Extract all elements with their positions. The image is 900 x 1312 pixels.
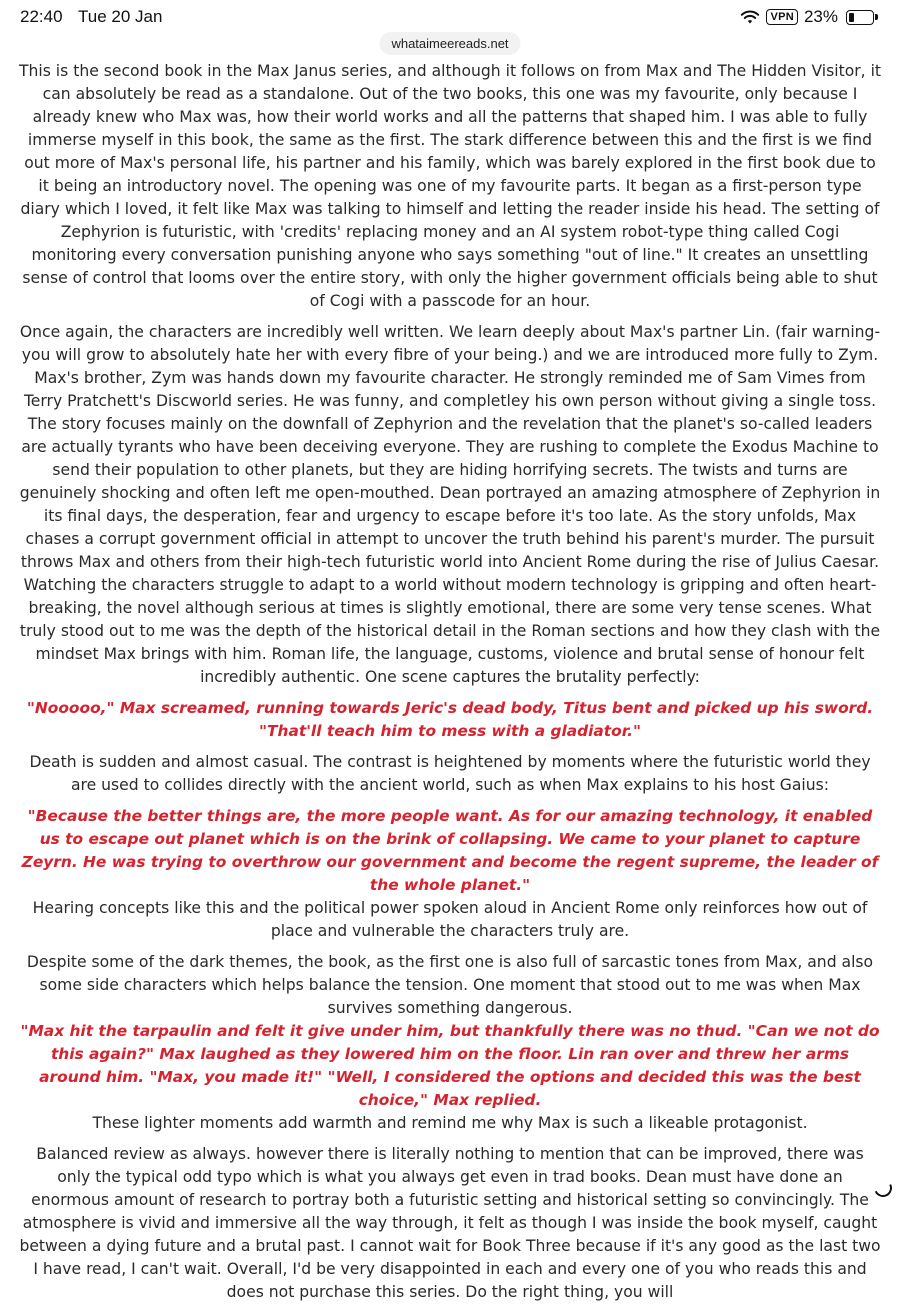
battery-icon (846, 10, 874, 25)
paragraph: Hearing concepts like this and the political power spoken aloud in Ancient Rome only reinforces how out of place and vulnerable the characters truly are. (32, 899, 868, 940)
book-quote: "Max hit the tarpaulin and felt it give under him, but thankfully there was no thud. "Can we not do this again?" Max laughed as they lowered him on the floor. Lin ran over and threw her arms around him. "Max, you made it!" "Well, I considered the options and decided this was the best choice," Max replied. (20, 1022, 880, 1109)
paragraph: Despite some of the dark themes, the book, as the first one is also full of sarcastic tones from Max, and also some side characters which helps balance the tension. One moment that stood out to me was when Max survives something dangerous. (26, 953, 874, 1017)
status-bar (0, 0, 900, 34)
article-body (18, 60, 882, 1312)
paragraph: These lighter moments add warmth and remind me why Max is such a likeable protagonist. (92, 1114, 808, 1132)
wifi-icon (740, 9, 760, 25)
paragraph: This is the second book in the Max Janus series, and although it follows on from Max and The Hidden Visitor, it can absolutely be read as a standalone. Out of the two books, this one was my favourite, only because I already knew who Max was, how their world works and all the patterns that shaped him. I was able to fully immerse myself in this book, the same as the first. The stark difference between this and the first is we find out more of Max's personal life, his partner and his family, which was barely explored in the first book due to it being an introductory novel. The opening was one of my favourite parts. It began as a first-person type diary which I loved, it felt like Max was talking to himself and letting the reader inside his head. The setting of Zephyrion is futuristic, with 'credits' replacing money and an AI system robot-type thing called Cogi monitoring every conversation punishing anyone who says something "out of line." It creates an unsettling sense of control that looms over the entire story, with only the higher government officials being able to shut of Cogi with a passcode for an hour. (18, 62, 882, 310)
battery-percent: 23% (803, 7, 838, 26)
book-quote: "Nooooo," Max screamed, running towards Jeric's dead body, Titus bent and picked up his sword. "That'll teach him to mess with a gladiator." (26, 699, 874, 740)
status-indicators (740, 7, 874, 27)
paragraph: Balanced review as always. however there is literally nothing to mention that can be improved, there was only the typical odd typo which is what you always get even in trad books. Dean must have done an enormous amount of research to portray both a futuristic setting and historical setting so convincingly. The atmosphere is vivid and immersive all the way through, it felt as though I was inside the book myself, caught between a dying future and a brutal past. I cannot wait for Book Three because if it's any good as the last two I have read, I can't wait. Overall, I'd be very disappointed in each and every one of you who reads this and does not purchase this series. Do the right thing, you will (19, 1145, 881, 1301)
vpn-badge: VPN (766, 9, 798, 25)
paragraph: Death is sudden and almost casual. The contrast is heightened by moments where the futuristic world they are used to collides directly with the ancient world, such as when Max explains to his host Gaius: (29, 753, 871, 794)
paragraph: Once again, the characters are incredibly well written. We learn deeply about Max's partner Lin. (fair warning- you will grow to absolutely hate her with every fibre of your being.) and we are introduced more fully to Zym. Max's brother, Zym was hands down my favourite character. He strongly reminded me of Sam Vimes from Terry Pratchett's Discworld series. He was funny, and completley his own person without giving a single toss. The story focuses mainly on the downfall of Zephyrion and the revelation that the planet's so-called leaders are actually tyrants who have been deceiving everyone. They are rushing to complete the Exodus Machine to send their population to other planets, but they are hiding horrifying secrets. The twists and turns are genuinely shocking and often left me open-mouthed. Dean portrayed an amazing atmosphere of Zephyrion in its final days, the desperation, fear and urgency to escape before it's too late. As the story unfolds, Max chases a corrupt government official in attempt to uncover the truth behind his parent's murder. The pursuit throws Max and others from their high-tech futuristic world into Ancient Rome during the rise of Julius Caesar. Watching the characters struggle to adapt to a world without modern technology is gripping and often heart-breaking, the novel although serious at times is slightly emotional, there are some very tense scenes. What truly stood out to me was the depth of the historical detail in the Roman sections and how they clash with the mindset Max brings with him. Roman life, the language, customs, violence and brutal sense of honour felt incredibly authentic. One scene captures the brutality perfectly: (19, 323, 881, 686)
address-bar-url[interactable]: whataimeereads.net (379, 32, 520, 55)
book-quote: "Because the better things are, the more people want. As for our amazing technology, it enabled us to escape out planet which is on the brink of collapsing. We came to your planet to capture Zeyrn. He was trying to overthrow our government and become the regent supreme, the leader of the whole planet." (21, 807, 879, 894)
status-date: Tue 20 Jan (78, 7, 163, 26)
status-time: 22:40 (20, 7, 63, 26)
